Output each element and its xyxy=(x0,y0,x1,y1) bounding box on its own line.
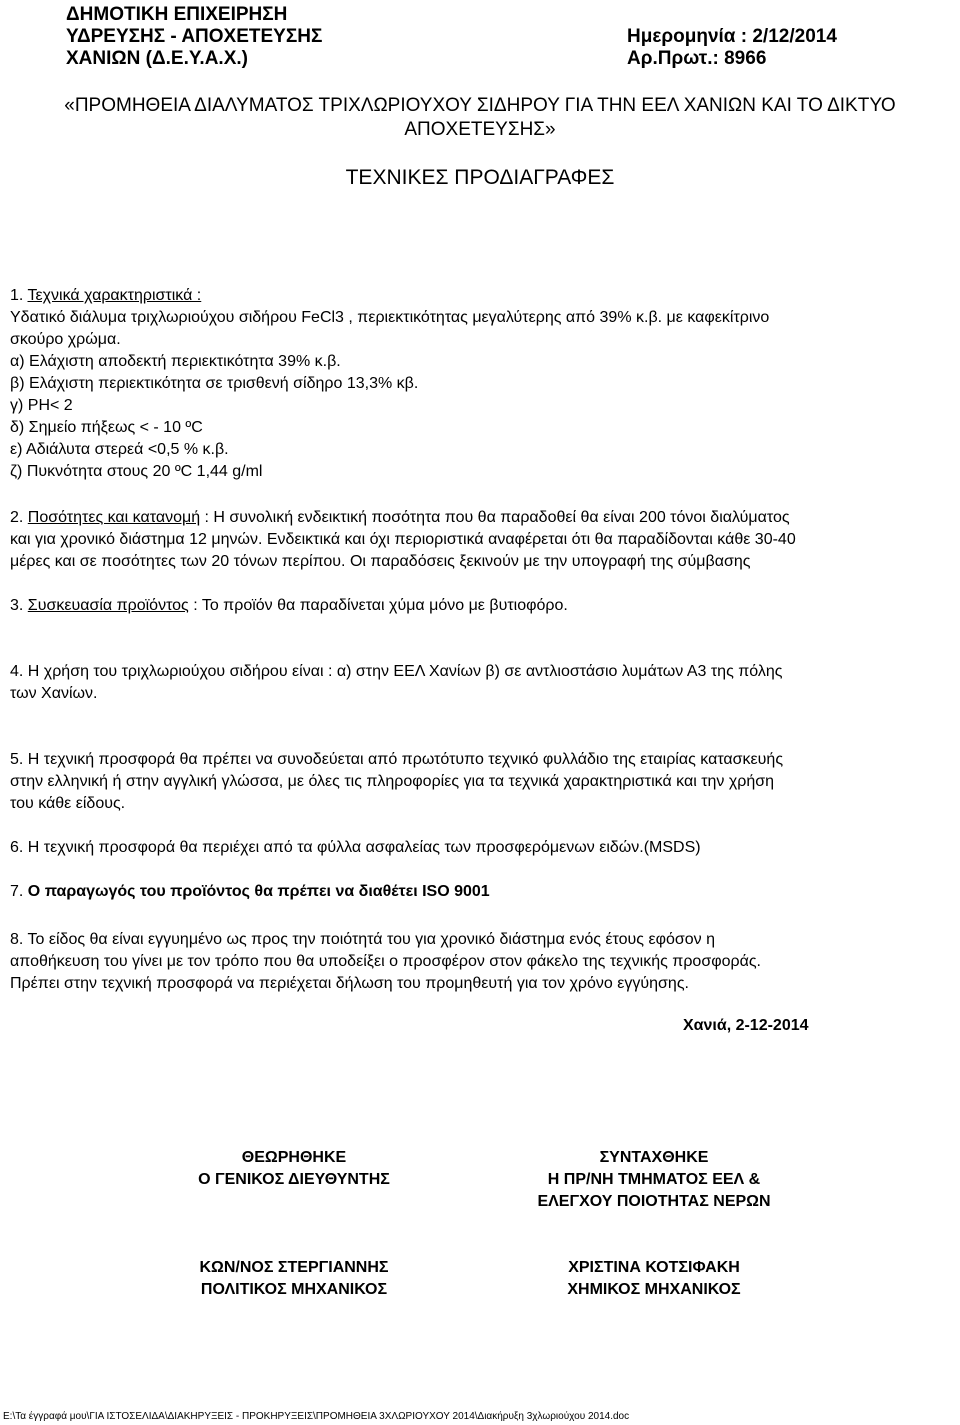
spec-item-d: δ) Σημείο πήξεως < - 10 ºC xyxy=(10,419,203,436)
section-1-line2: σκούρο χρώμα. xyxy=(10,331,121,348)
spec-item-a: α) Ελάχιστη αποδεκτή περιεκτικότητα 39% κ.β. xyxy=(10,353,341,370)
section-8 xyxy=(10,929,954,995)
section-1-line1: Υδατικό διάλυμα τριχλωριούχου σιδήρου FeCl3 , περιεκτικότητας μεγαλύτερης από 39% κ.β. με καφεκίτρινο xyxy=(10,309,770,326)
signature-block-left xyxy=(144,1147,444,1191)
signature-right-line2: Η ΠΡ/ΝΗ ΤΜΗΜΑΤΟΣ ΕΕΛ & xyxy=(547,1171,761,1188)
spec-item-f: ζ) Πυκνότητα στους 20 ºC 1,44 g/ml xyxy=(10,463,263,480)
spec-item-b: β) Ελάχιστη περιεκτικότητα σε τρισθενή σίδηρο 13,3% κβ. xyxy=(10,375,419,392)
section-4-line1: 4. Η χρήση του τριχλωριούχου σιδήρου είναι : α) στην ΕΕΛ Χανίων β) σε αντλιοστάσιο λυμάτων Α3 της πόλης xyxy=(10,663,783,680)
footer-file-path: E:\Τα έγγραφά μου\ΓΙΑ ΙΣΤΟΣΕΛΙΔΑ\ΔΙΑΚΗΡΥΞΕΙΣ - ΠΡΟΚΗΡΥΞΕΙΣ\ΠΡΟΜΗΘΕΙΑ 3ΧΛΩΡΙΟΥΧΟΥ 2014\Διακήρυξη 3χλωριούχου 2014.doc xyxy=(3,1411,630,1422)
section-7-text: Ο παραγωγός του προϊόντος θα πρέπει να διαθέτει ISO 9001 xyxy=(27,883,490,900)
section-5-line1: 5. Η τεχνική προσφορά θα πρέπει να συνοδεύεται από πρωτότυπο τεχνικό φυλλάδιο της εταιρίας κατασκευής xyxy=(10,751,784,768)
section-1: 1. Τεχνικά χαρακτηριστικά : Υδατικό διάλυμα τριχλωριούχου σιδήρου FeCl3 , περιεκτικότητας μεγαλύτερης από 39% κ.β. με καφεκίτρινο σκούρο χρώμα. α) Ελάχιστη αποδεκτή περιεκτικότητα 39% κ.β. β) Ελάχιστη περιεκτικότητα σε τρισθενή σίδηρο 13,3% κβ. γ) PH< 2 δ) Σημείο πήξεως < - 10 ºC ε) Αδιάλυτα στερεά <0,5 % κ.β. ζ) Πυκνότητα στους 20 ºC 1,44 g/ml xyxy=(10,285,954,483)
signatory-left xyxy=(144,1257,444,1301)
document-subtitle: ΤΕΧΝΙΚΕΣ ΠΡΟΔΙΑΓΡΑΦΕΣ xyxy=(345,166,615,189)
section-8-line2: αποθήκευση του γίνει με τον τρόπο που θα υποδείξει ο προσφέρον στον φάκελο της τεχνικής προσφοράς. xyxy=(10,953,761,970)
section-7: 7. Ο παραγωγός του προϊόντος θα πρέπει να διαθέτει ISO 9001 xyxy=(10,883,490,900)
section-2-heading: Ποσότητες και κατανομή xyxy=(27,509,201,526)
signature-right-line1: ΣΥΝΤΑΧΘΗΚΕ xyxy=(599,1149,709,1166)
signature-left-line1: ΘΕΩΡΗΘΗΚΕ xyxy=(241,1149,347,1166)
org-name-line1: ΔΗΜΟΤΙΚΗ ΕΠΙΧΕΙΡΗΣΗ xyxy=(66,4,288,25)
protocol-number: Αρ.Πρωτ.: 8966 xyxy=(627,48,767,69)
document-title-line1: «ΠΡΟΜΗΘΕΙΑ ΔΙΑΛΥΜΑΤΟΣ ΤΡΙΧΛΩΡΙΟΥΧΟΥ ΣΙΔΗΡΟΥ ΓΙΑ ΤΗΝ ΕΕΛ ΧΑΝΙΩΝ ΚΑΙ ΤΟ ΔΙΚΤΥΟ xyxy=(64,95,896,116)
section-2: 2. Ποσότητες και κατανομή : Η συνολική ενδεικτική ποσότητα που θα παραδοθεί θα είναι 200 τόνοι διαλύματος και για χρονικό διάστημα 12 μηνών. Ενδεικτικά και όχι περιοριστικά αναφέρεται ότι θα παραδίδονται κάθε 30-40 μέρες και σε ποσότητες των 20 τόνων περίπου. Οι παραδόσεις ξεκινούν με την υπογραφή της σύμβασης xyxy=(10,507,954,573)
spec-item-c: γ) PH< 2 xyxy=(10,397,73,414)
section-1-heading: Τεχνικά χαρακτηριστικά : xyxy=(27,287,202,304)
section-2-line2: και για χρονικό διάστημα 12 μηνών. Ενδεικτικά και όχι περιοριστικά αναφέρεται ότι θα παραδίδονται κάθε 30-40 xyxy=(10,531,796,548)
document-date: Ημερομηνία : 2/12/2014 xyxy=(627,26,837,47)
signature-right-line3: ΕΛΕΓΧΟΥ ΠΟΙΟΤΗΤΑΣ ΝΕΡΩΝ xyxy=(537,1193,771,1210)
section-6-text: 6. Η τεχνική προσφορά θα περιέχει από τα φύλλα ασφαλείας των προσφερόμενων ειδών.(MSDS) xyxy=(10,839,701,856)
signatory-right-title: ΧΗΜΙΚΟΣ ΜΗΧΑΝΙΚΟΣ xyxy=(567,1281,741,1298)
signatory-left-title: ΠΟΛΙΤΙΚΟΣ ΜΗΧΑΝΙΚΟΣ xyxy=(200,1281,388,1298)
section-6 xyxy=(10,837,954,859)
section-5-line3: του κάθε είδους. xyxy=(10,795,126,812)
section-8-line1: 8. Το είδος θα είναι εγγυημένο ως προς την ποιότητά του για χρονικό διάστημα ενός έτους εφόσον η xyxy=(10,931,715,948)
signatory-right-name: ΧΡΙΣΤΙΝΑ ΚΟΤΣΙΦΑΚΗ xyxy=(568,1259,740,1276)
org-name-line2: ΥΔΡΕΥΣΗΣ - ΑΠΟΧΕΤΕΥΣΗΣ xyxy=(66,26,323,47)
document-title-line2: ΑΠΟΧΕΤΕΥΣΗΣ» xyxy=(404,119,556,140)
signatory-left-name: ΚΩΝ/ΝΟΣ ΣΤΕΡΓΙΑΝΝΗΣ xyxy=(199,1259,389,1276)
section-4 xyxy=(10,661,954,705)
section-8-line3: Πρέπει στην τεχνική προσφορά να περιέχεται δήλωση του προμηθευτή για τον χρόνο εγγύησης. xyxy=(10,975,689,992)
section-5-line2: στην ελληνική ή στην αγγλική γλώσσα, με όλες τις πληροφορίες για τα τεχνικά χαρακτηριστικά και την χρήση xyxy=(10,773,775,790)
section-3: 3. Συσκευασία προϊόντος : Το προϊόν θα παραδίνεται χύμα μόνο με βυτιοφόρο. xyxy=(10,597,568,614)
section-3-heading: Συσκευασία προϊόντος xyxy=(27,597,189,614)
signatory-right xyxy=(494,1257,814,1301)
section-2-line3: μέρες και σε ποσότητες των 20 τόνων περίπου. Οι παραδόσεις ξεκινούν με την υπογραφή της σύμβασης xyxy=(10,553,751,570)
place-and-date: Χανιά, 2-12-2014 xyxy=(683,1017,809,1034)
signature-left-line2: Ο ΓΕΝΙΚΟΣ ΔΙΕΥΘΥΝΤΗΣ xyxy=(198,1171,390,1188)
section-5 xyxy=(10,749,954,815)
org-name-line3: ΧΑΝΙΩΝ (Δ.Ε.Υ.Α.Χ.) xyxy=(66,48,248,69)
signature-block-right xyxy=(494,1147,814,1213)
spec-item-e: ε) Αδιάλυτα στερεά <0,5 % κ.β. xyxy=(10,441,229,458)
section-4-line2: των Χανίων. xyxy=(10,685,98,702)
